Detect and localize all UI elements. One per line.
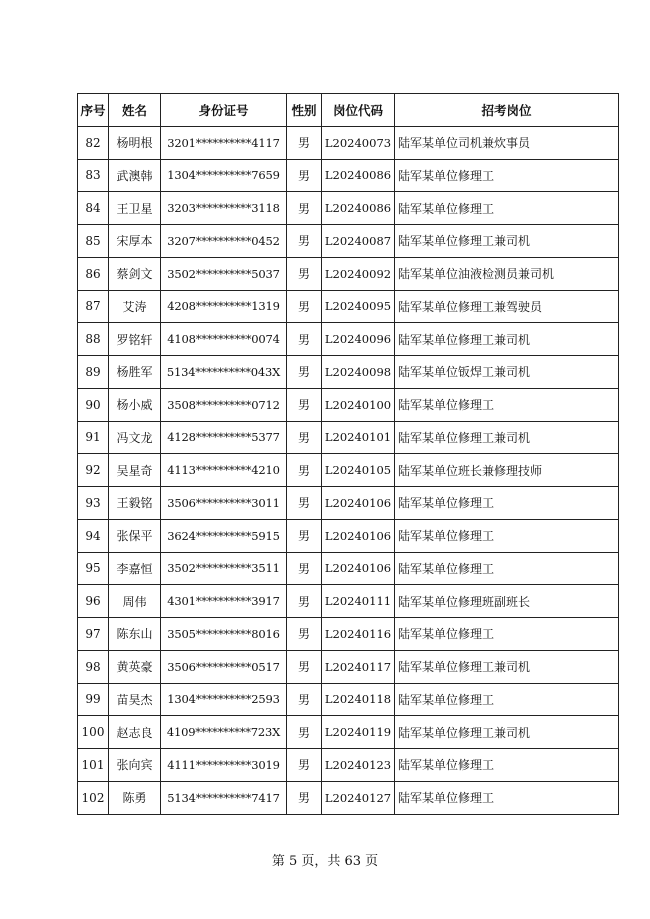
post-code-cell: L20240123 — [322, 749, 395, 782]
header-name: 姓名 — [109, 94, 161, 127]
post-cell: 陆军某单位修理工 — [395, 487, 619, 520]
gender-cell: 男 — [287, 650, 322, 683]
gender-cell: 男 — [287, 618, 322, 651]
id-number-cell: 3506**********0517 — [161, 650, 287, 683]
name-cell: 周伟 — [109, 585, 161, 618]
id-number-cell: 3203**********3118 — [161, 192, 287, 225]
gender-cell: 男 — [287, 323, 322, 356]
name-cell: 蔡剑文 — [109, 257, 161, 290]
name-cell: 罗铭轩 — [109, 323, 161, 356]
roster-table — [77, 93, 619, 815]
gender-cell: 男 — [287, 683, 322, 716]
name-cell: 吴星奇 — [109, 454, 161, 487]
header-gender: 性别 — [287, 94, 322, 127]
gender-cell: 男 — [287, 585, 322, 618]
gender-cell: 男 — [287, 487, 322, 520]
seq-cell: 101 — [78, 749, 109, 782]
id-number-cell: 4128**********5377 — [161, 421, 287, 454]
post-cell: 陆军某单位修理工兼司机 — [395, 650, 619, 683]
name-cell: 赵志良 — [109, 716, 161, 749]
seq-cell: 84 — [78, 192, 109, 225]
post-cell: 陆军某单位修理工 — [395, 388, 619, 421]
gender-cell: 男 — [287, 454, 322, 487]
header-post: 招考岗位 — [395, 94, 619, 127]
table-row — [78, 650, 619, 683]
gender-cell: 男 — [287, 716, 322, 749]
id-number-cell: 3506**********3011 — [161, 487, 287, 520]
seq-cell: 88 — [78, 323, 109, 356]
post-cell: 陆军某单位修理工 — [395, 552, 619, 585]
table-row — [78, 192, 619, 225]
post-code-cell: L20240106 — [322, 519, 395, 552]
post-code-cell: L20240106 — [322, 552, 395, 585]
header-seq: 序号 — [78, 94, 109, 127]
id-number-cell: 3624**********5915 — [161, 519, 287, 552]
header-id-number: 身份证号 — [161, 94, 287, 127]
id-number-cell: 3201**********4117 — [161, 126, 287, 159]
seq-cell: 99 — [78, 683, 109, 716]
gender-cell: 男 — [287, 356, 322, 389]
post-cell: 陆军某单位修理工兼司机 — [395, 421, 619, 454]
post-cell: 陆军某单位修理工 — [395, 781, 619, 814]
post-cell: 陆军某单位修理工兼司机 — [395, 225, 619, 258]
name-cell: 冯文龙 — [109, 421, 161, 454]
name-cell: 苗昊杰 — [109, 683, 161, 716]
seq-cell: 96 — [78, 585, 109, 618]
post-cell: 陆军某单位班长兼修理技师 — [395, 454, 619, 487]
name-cell: 王卫星 — [109, 192, 161, 225]
header-post-code: 岗位代码 — [322, 94, 395, 127]
gender-cell: 男 — [287, 519, 322, 552]
seq-cell: 82 — [78, 126, 109, 159]
post-code-cell: L20240119 — [322, 716, 395, 749]
name-cell: 武澳韩 — [109, 159, 161, 192]
gender-cell: 男 — [287, 192, 322, 225]
post-code-cell: L20240098 — [322, 356, 395, 389]
id-number-cell: 5134**********7417 — [161, 781, 287, 814]
name-cell: 黄英豪 — [109, 650, 161, 683]
id-number-cell: 4208**********1319 — [161, 290, 287, 323]
post-code-cell: L20240073 — [322, 126, 395, 159]
table-row — [78, 716, 619, 749]
name-cell: 张保平 — [109, 519, 161, 552]
post-code-cell: L20240096 — [322, 323, 395, 356]
seq-cell: 95 — [78, 552, 109, 585]
name-cell: 艾涛 — [109, 290, 161, 323]
post-code-cell: L20240105 — [322, 454, 395, 487]
page-number: 第 5 页，共 63 页 — [271, 854, 379, 869]
post-cell: 陆军某单位修理工 — [395, 618, 619, 651]
table-row — [78, 519, 619, 552]
gender-cell: 男 — [287, 159, 322, 192]
gender-cell: 男 — [287, 421, 322, 454]
post-code-cell: L20240086 — [322, 159, 395, 192]
post-code-cell: L20240117 — [322, 650, 395, 683]
post-code-cell: L20240101 — [322, 421, 395, 454]
post-code-cell: L20240087 — [322, 225, 395, 258]
id-number-cell: 4301**********3917 — [161, 585, 287, 618]
name-cell: 陈勇 — [109, 781, 161, 814]
gender-cell: 男 — [287, 225, 322, 258]
post-code-cell: L20240111 — [322, 585, 395, 618]
gender-cell: 男 — [287, 749, 322, 782]
id-number-cell: 4109**********723X — [161, 716, 287, 749]
name-cell: 杨胜军 — [109, 356, 161, 389]
post-cell: 陆军某单位修理工 — [395, 683, 619, 716]
table-row — [78, 421, 619, 454]
post-cell: 陆军某单位修理工 — [395, 192, 619, 225]
table-row — [78, 585, 619, 618]
post-code-cell: L20240092 — [322, 257, 395, 290]
id-number-cell: 3502**********3511 — [161, 552, 287, 585]
post-cell: 陆军某单位司机兼炊事员 — [395, 126, 619, 159]
seq-cell: 97 — [78, 618, 109, 651]
table-row — [78, 683, 619, 716]
table-row — [78, 159, 619, 192]
id-number-cell: 4108**********0074 — [161, 323, 287, 356]
gender-cell: 男 — [287, 126, 322, 159]
id-number-cell: 3505**********8016 — [161, 618, 287, 651]
gender-cell: 男 — [287, 388, 322, 421]
seq-cell: 87 — [78, 290, 109, 323]
post-code-cell: L20240118 — [322, 683, 395, 716]
table-row — [78, 225, 619, 258]
seq-cell: 94 — [78, 519, 109, 552]
post-code-cell: L20240127 — [322, 781, 395, 814]
seq-cell: 85 — [78, 225, 109, 258]
table-row — [78, 126, 619, 159]
post-cell: 陆军某单位修理班副班长 — [395, 585, 619, 618]
post-cell: 陆军某单位钣焊工兼司机 — [395, 356, 619, 389]
post-code-cell: L20240116 — [322, 618, 395, 651]
table-row — [78, 290, 619, 323]
id-number-cell: 3508**********0712 — [161, 388, 287, 421]
gender-cell: 男 — [287, 257, 322, 290]
post-cell: 陆军某单位修理工 — [395, 749, 619, 782]
seq-cell: 102 — [78, 781, 109, 814]
post-cell: 陆军某单位修理工兼司机 — [395, 716, 619, 749]
post-cell: 陆军某单位修理工 — [395, 159, 619, 192]
post-cell: 陆军某单位修理工兼驾驶员 — [395, 290, 619, 323]
id-number-cell: 4111**********3019 — [161, 749, 287, 782]
post-cell: 陆军某单位油液检测员兼司机 — [395, 257, 619, 290]
name-cell: 李嘉恒 — [109, 552, 161, 585]
id-number-cell: 1304**********7659 — [161, 159, 287, 192]
table-row — [78, 552, 619, 585]
table-row — [78, 323, 619, 356]
seq-cell: 86 — [78, 257, 109, 290]
table-row — [78, 388, 619, 421]
name-cell: 宋厚本 — [109, 225, 161, 258]
post-cell: 陆军某单位修理工 — [395, 519, 619, 552]
post-code-cell: L20240106 — [322, 487, 395, 520]
seq-cell: 89 — [78, 356, 109, 389]
post-cell: 陆军某单位修理工兼司机 — [395, 323, 619, 356]
post-code-cell: L20240100 — [322, 388, 395, 421]
name-cell: 张向宾 — [109, 749, 161, 782]
seq-cell: 83 — [78, 159, 109, 192]
table-row — [78, 618, 619, 651]
name-cell: 陈东山 — [109, 618, 161, 651]
gender-cell: 男 — [287, 290, 322, 323]
post-code-cell: L20240086 — [322, 192, 395, 225]
table-row — [78, 781, 619, 814]
gender-cell: 男 — [287, 552, 322, 585]
id-number-cell: 3207**********0452 — [161, 225, 287, 258]
seq-cell: 100 — [78, 716, 109, 749]
table-row — [78, 454, 619, 487]
name-cell: 王毅铭 — [109, 487, 161, 520]
table-row — [78, 356, 619, 389]
seq-cell: 98 — [78, 650, 109, 683]
id-number-cell: 3502**********5037 — [161, 257, 287, 290]
name-cell: 杨明根 — [109, 126, 161, 159]
header-row — [78, 94, 619, 127]
seq-cell: 93 — [78, 487, 109, 520]
seq-cell: 91 — [78, 421, 109, 454]
id-number-cell: 1304**********2593 — [161, 683, 287, 716]
post-code-cell: L20240095 — [322, 290, 395, 323]
id-number-cell: 5134**********043X — [161, 356, 287, 389]
name-cell: 杨小威 — [109, 388, 161, 421]
table-row — [78, 749, 619, 782]
gender-cell: 男 — [287, 781, 322, 814]
seq-cell: 92 — [78, 454, 109, 487]
table-row — [78, 487, 619, 520]
id-number-cell: 4113**********4210 — [161, 454, 287, 487]
seq-cell: 90 — [78, 388, 109, 421]
table-row — [78, 257, 619, 290]
